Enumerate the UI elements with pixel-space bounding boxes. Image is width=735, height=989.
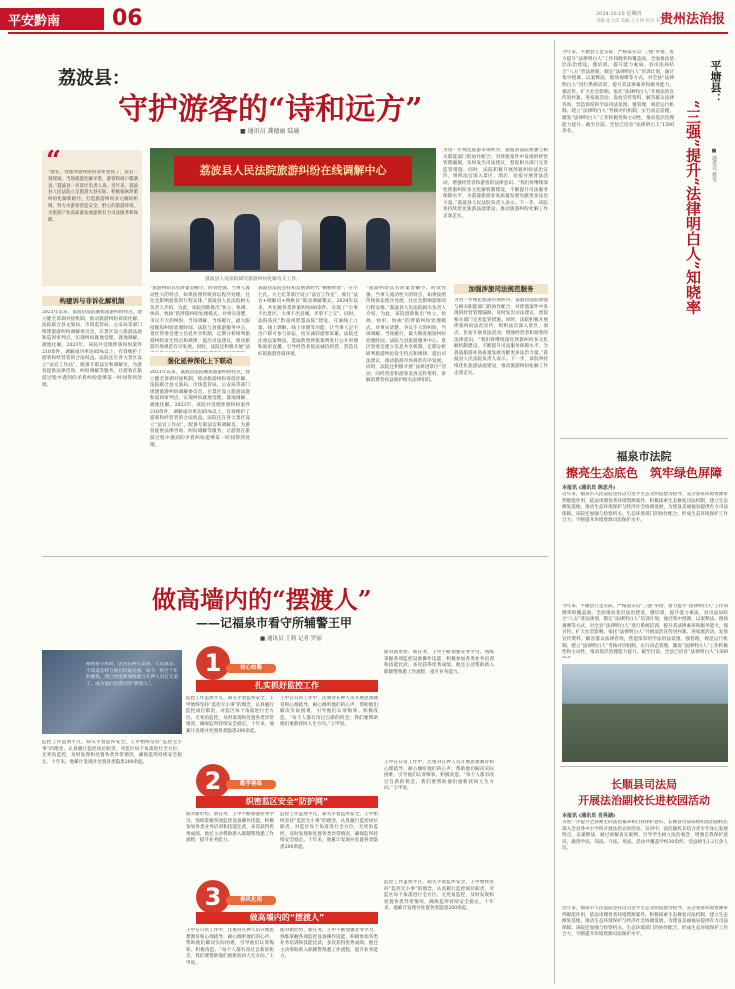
header-page-number: 06	[112, 6, 143, 31]
main-photo	[150, 148, 436, 272]
photo-people-shape	[234, 214, 260, 270]
right-mid-title: 福泉市法院	[616, 450, 672, 463]
main-col2-text-a: “旅游纠纷具有涉案金额小、时效性强、当事人流动性大的特点，如果按照传统诉讼程序处理，往往会影响游客的行程安排。”荔波县人民法院相关负责人介绍，为此，该院创新推出“快立、快调、快审、快执”的涉旅纠纷处理模式，对事实清楚、争议不大的纠纷，当场调解、当场履行，最大限度缩短纠纷处理时间。法院与县旅游服务中心、景区管委会建立信息共享机制，定期分析研判旅游纠纷发生特点和规律，提出司法建议，推动旅游市场规范有序发展。同时，法院还积极开展“法	[150, 286, 250, 351]
feature-subtitle: ——记福泉市看守所辅警王甲	[196, 616, 353, 630]
feature-step3-text-a: 王甲在日常工作中，注重对在押人员开展思想教育和心理疏导，耐心倾听他们的心声，帮助他们解决实际困难，引导他们认罪悔罪、积极改造。“每个人都有改过自新的机会，我们要帮助他们重新找回人生方向。”王甲说。	[186, 928, 274, 966]
main-col4-text-top: 为进一步规范旅游市场秩序，荔波县法院加强与相关职能部门的协作配合，对涉旅案件中发现的经营管理漏洞，及时发出司法建议，督促相关部门完善监管措施。同时，法院积极开展涉旅纠纷法治宣传，组织法官深入景区、酒店、民宿开展普法活动，增强经营者和游客的法律意识。“我们将继续深化涉旅纠纷多元化解机制建设，不断提升司法服务保障水平，为荔波旅游业高质量发展贡献更多法治力量。”荔波县人民法院负责人表示。下一步，该院将持续优化旅游法庭建设，推动旅游纠纷化解工作走深走实。	[443, 148, 548, 219]
main-col2-text-b: 2021年以来，荔波县法院聚焦旅游纠纷特点，建立健全诉调对接机制，推动旅游纠纷诉前化解。法院联合县文旅局、市场监管局、公安局等部门组建旅游纠纷调解委员会，在景区设立旅游法庭和巡回审判点，实现纠纷就地受理、就地调解、就地化解。2023年，该院共受理涉旅纠纷案件210余件，调解成功率达85%以上，有效维护了游客和经营者的合法权益。法院还在各大景区设立“法官工作站”，配备专职法官和调解员，为游客提供法律咨询、纠纷调解等服务，让游客在旅游过程中遇到的矛盾纠纷能够第一时间得到处理。	[150, 370, 250, 448]
right-top-text: 今年来，平塘县立足实际，严格落实以“三强”举措，着力提升“法律明白人”工作知晓率和覆盖面，全面推动基层法治建设。强培训，提升能力素质。县司法局结合“八五”普法规划，制定“法律明白人”培训计划，通过集中授课、以案释法、现场观摩等方式，对全县“法律明白人”进行系统培训，提升其法律素养和服务能力。强宣传，扩大社会影响。依托“法律明白人”开展法治宣传进村寨、进家庭活动，发放宣传资料，解答群众法律咨询，营造浓厚的学法用法氛围。强管理，规范运行机制。建立“法律明白人”考核评价机制，实行动态管理，激发“法律明白人”工作积极性和主动性，推动基层治理能力提升。截至目前，全县已培育“法律明白人”1500余名。	[562, 50, 674, 135]
feature-col-right-c: 监控工作虽然平凡，却关乎着监所安全。王甲始终坚持“监控无小事”的理念，认真履行监控岗位职责，对监区每个角落进行全方位、无死角监控，及时发现和处置各类异常情况，确保监所持续安全稳定。十年来，他累计发现并处置各类隐患200余起。	[384, 880, 494, 912]
right-bottom-text: 为进一步提升全县师生的法治素养和自我保护意识，长顺县司法局组织法治副校长深入全县各中小学校开展法治宣讲活动。宣讲中，法治副校长结合青少年身心发展特点，以案释法，通过讲解真实案例，引导学生树立法治观念，增强自我保护意识，做到学法、知法、守法、用法。活动共覆盖学校30余所，受益师生1.2万余人次。	[562, 820, 728, 852]
quote-text: “现在，处理涉旅纠纷的效率更高了，法官一到现场，当场就能化解矛盾，游客和商户都满意。”荔波县一名景区负责人说。近年来，荔波县人民法院立足旅游大县实际，积极探索涉旅纠纷化解新路径，打造旅游纠纷多元解纷机制，努力为游客营造安全、舒心的旅游环境，为旅游产业高质量发展提供有力司法服务和保障。	[48, 170, 138, 223]
divider-right-2	[560, 766, 728, 767]
right-mid-text-2: 今年来，平塘县立足实际，严格落实以“三强”举措，着力提升“法律明白人”工作知晓率和覆盖面，全面推动基层法治建设。强培训，提升能力素质。县司法局结合“八五”普法规划，制定“法律明白人”培训计划，通过集中授课、以案释法、现场观摩等方式，对全县“法律明白人”进行系统培训，提升其法律素养和服务能力。强宣传，扩大社会影响。依托“法律明白人”开展法治宣传进村寨、进家庭活动，发放宣传资料，解答群众法律咨询，营造浓厚的学法用法氛围。强管理，规范运行机制。建立“法律明白人”考核评价机制，实行动态管理，激发“法律明白人”工作积极性和主动性，推动基层治理能力提升。截至目前，全县已培育“法律明白人”1500	[562, 604, 728, 656]
right-mid-byline: 本报讯 (通讯员 陈思丹)	[562, 485, 616, 491]
header-meta-editors: 责编 张大伟 美编 王小明 校对 李 强	[596, 19, 666, 24]
quote-mark-icon: “	[46, 146, 61, 176]
step-3-label: 春风化雨	[226, 896, 276, 905]
header-section-name: 平安黔南	[8, 14, 61, 29]
header-rule	[8, 32, 728, 34]
feature-step3-text-b: 面对新形势、新任务，王甲不断加强业务学习，熟练掌握各项监控设备操作技能，积极参加各类业务培训和技能比武，多次获得优秀成绩。他还主动帮助新入职辅警熟悉工作流程，提升业务能力。	[280, 928, 378, 960]
right-top-title: “三强”提升“法律明白人”知晓率	[684, 100, 702, 315]
main-title: 守护游客的“诗和远方”	[118, 92, 423, 127]
right-bottom-subtitle: 开展法治副校长进校园活动	[578, 794, 710, 807]
feature-step1-text-b: 王甲在日常工作中，注重对在押人员开展思想教育和心理疏导，耐心倾听他们的心声，帮助他们解决实际困难，引导他们认罪悔罪、积极改造。“每个人都有改过自新的机会，我们要帮助他们重新找回人生方向。”王甲说。	[280, 696, 378, 728]
step-1-heading: 扎实抓好监控工作	[196, 680, 378, 692]
feature-step1-text-a: 监控工作虽然平凡，却关乎着监所安全。王甲始终坚持“监控无小事”的理念，认真履行监控岗位职责，对监区每个角落进行全方位、无死角监控，及时发现和处置各类异常情况，确保监所持续安全稳定。十年来，他累计发现并处置各类隐患200余起。	[186, 696, 274, 734]
step-3-heading: 做高墙内的“摆渡人”	[196, 912, 378, 924]
divider-right-1	[560, 438, 728, 439]
step-2-label: 勤学善练	[226, 780, 276, 789]
step-1-label: 初心如磐	[226, 664, 276, 673]
photo-people-shape	[278, 220, 302, 270]
photo-people-shape	[366, 218, 390, 270]
feature-step2-text-b: 监控工作虽然平凡，却关乎着监所安全。王甲始终坚持“监控无小事”的理念，认真履行监控岗位职责，对监区每个角落进行全方位、无死角监控，及时发现和处置各类异常情况，确保监所持续安全稳定。十年来，他累计发现并处置各类隐患200余起。	[280, 812, 378, 850]
photo-caption: 荔波县人民法院研究旅游纠纷化解有关工作。	[205, 277, 301, 282]
step-3-badge: 3	[196, 880, 230, 914]
feature-col-right-b: 王甲在日常工作中，注重对在押人员开展思想教育和心理疏导，耐心倾听他们的心声，帮助他们解决实际困难，引导他们认罪悔罪、积极改造。“每个人都有改过自新的机会，我们要帮助他们重新找回人生方向。”王甲说。	[384, 760, 494, 792]
feature-step2-text-a: 面对新形势、新任务，王甲不断加强业务学习，熟练掌握各项监控设备操作技能，积极参加各类业务培训和技能比武，多次获得优秀成绩。他还主动帮助新入职辅警熟悉工作流程，提升业务能力。	[186, 812, 274, 844]
photo-people-shape	[190, 218, 214, 270]
subhead-3: 加强涉旅司法规范服务	[454, 284, 548, 294]
right-mid-photo	[562, 664, 728, 762]
feature-intro: 刚到看守所时，因为在押人员多、人员复杂，不知道怎样与他们沟通交流。如今，经过十年的磨炼，我已经能够熟练地与在押人员打交道了，成为他们信得过的“摆渡人”。	[86, 662, 178, 687]
main-col1-text: 2021年以来，荔波县法院聚焦旅游纠纷特点，建立健全诉调对接机制，推动旅游纠纷诉前化解。法院联合县文旅局、市场监管局、公安局等部门组建旅游纠纷调解委员会，在景区设立旅游法庭和巡回审判点，实现纠纷就地受理、就地调解、就地化解。2023年，该院共受理涉旅纠纷案件210余件，调解成功率达85%以上，有效维护了游客和经营者的合法权益。法院还在各大景区设立“法官工作站”，配备专职法官和调解员，为游客提供法律咨询、纠纷调解等服务，让游客在旅游过程中遇到的矛盾纠纷能够第一时间得到处理。	[42, 310, 142, 388]
subhead-2: 强化延伸深化上下联动	[150, 356, 250, 366]
main-col4-text-a: “旅游纠纷具有涉案金额小、时效性强、当事人流动性大的特点，如果按照传统诉讼程序处理，往往会影响游客的行程安排。”荔波县人民法院相关负责人介绍，为此，该院创新推出“快立、快调、快审、快执”的涉旅纠纷处理模式，对事实清楚、争议不大的纠纷，当场调解、当场履行，最大限度缩短纠纷处理时间。法院与县旅游服务中心、景区管委会建立信息共享机制，定期分析研判旅游纠纷发生特点和规律，提出司法建议，推动旅游市场规范有序发展。同时，法院还积极开展“法律进景区”活动，向经营者和游客发放宣传资料，讲解消费者权益保护相关法律知识。	[366, 286, 446, 384]
right-top-byline: ■ 通讯员 蔡雪	[711, 148, 717, 183]
feature-byline: ■ 通讯员 王莉 记者 罗丽	[260, 636, 322, 642]
photo-people-shape	[320, 216, 346, 270]
main-byline: ■ 通讯员 龚德丽 陆瑜	[240, 128, 300, 135]
photo-banner: 荔波县人民法院旅游纠纷在线调解中心	[174, 156, 412, 186]
feature-col-right-a: 面对新形势、新任务，王甲不断加强业务学习，熟练掌握各项监控设备操作技能，积极参加各类业务培训和技能比武，多次获得优秀成绩。他还主动帮助新入职辅警熟悉工作流程，提升业务能力。	[384, 650, 494, 675]
right-bottom-text-2: 近年来，福泉市人民法院坚持以习近平生态文明思想为指导，充分发挥环境资源审判职能作用，依法审理各类环境资源案件，积极探索生态修复司法机制，建立生态修复基地，推动生态环境保护与经济社会协调发展，为建设美丽福泉提供有力司法保障。该院还加强与检察机关、生态环境部门的协作配合，形成生态环境保护工作合力，不断提升环境资源司法保护水平。	[562, 906, 728, 938]
divider-main-bottom	[42, 556, 548, 557]
right-mid-subtitle: 擦亮生态底色 筑牢绿色屏障	[565, 466, 722, 480]
right-bottom-title: 长顺县司法局	[611, 778, 677, 791]
step-1-badge: 1	[196, 646, 230, 680]
main-col3-text: 荔波县法院坚持和发展新时代“枫桥经验”，在小七孔、大七孔等景区设立“法官工作室”，推行“法官+调解员+网格员”联动调解模式。2024年以来，共化解各类涉旅纠纷80余件，实现了“小事不出景区、大事不出县城、矛盾不上交”。同时，法院依托“黔南州智慧法院”建设，开通线上立案、线上调解、线上审理等功能，让当事人足不出户即可参与诉讼，切实减轻游客诉累。法院还注重以案释法，选取典型涉旅案例进行公开审理和庭审直播，引导经营者依法诚信经营，营造良好的旅游营商环境。	[258, 286, 358, 357]
step-2-badge: 2	[196, 764, 230, 798]
header-meta-date: 2024.10.10 星期四	[596, 11, 642, 17]
masthead-logo: 贵州法治报	[660, 12, 726, 27]
divider-right-column	[554, 40, 555, 984]
right-bottom-byline: 本报讯 (通讯员 肖英湖)	[562, 813, 616, 819]
subhead-1: 构建诉与非诉化解机制	[42, 296, 142, 306]
feature-col-left: 监控工作虽然平凡，却关乎着监所安全。王甲始终坚持“监控无小事”的理念，认真履行监控岗位职责，对监区每个角落进行全方位、无死角监控，及时发现和处置各类异常情况，确保监所持续安全稳定。十年来，他累计发现并处置各类隐患200余起。	[42, 740, 182, 765]
step-2-heading: 织密监区安全“防护网”	[196, 796, 378, 808]
main-col5-text: 为进一步规范旅游市场秩序，荔波县法院加强与相关职能部门的协作配合，对涉旅案件中发现的经营管理漏洞，及时发出司法建议，督促相关部门完善监管措施。同时，法院积极开展涉旅纠纷法治宣传，组织法官深入景区、酒店、民宿开展普法活动，增强经营者和游客的法律意识。“我们将继续深化涉旅纠纷多元化解机制建设，不断提升司法服务保障水平，为荔波旅游业高质量发展贡献更多法治力量。”荔波县人民法院负责人表示。下一步，该院将持续优化旅游法庭建设，推动旅游纠纷化解工作走深走实。	[454, 298, 548, 376]
feature-title: 做高墙内的“摆渡人”	[152, 585, 372, 614]
right-mid-text: 近年来，福泉市人民法院坚持以习近平生态文明思想为指导，充分发挥环境资源审判职能作用，依法审理各类环境资源案件，积极探索生态修复司法机制，建立生态修复基地，推动生态环境保护与经济社会协调发展，为建设美丽福泉提供有力司法保障。该院还加强与检察机关、生态环境部门的协作配合，形成生态环境保护工作合力，不断提升环境资源司法保护水平。	[562, 492, 728, 524]
main-kicker: 荔波县：	[58, 68, 130, 89]
right-top-lead: 平塘县：	[709, 60, 722, 104]
